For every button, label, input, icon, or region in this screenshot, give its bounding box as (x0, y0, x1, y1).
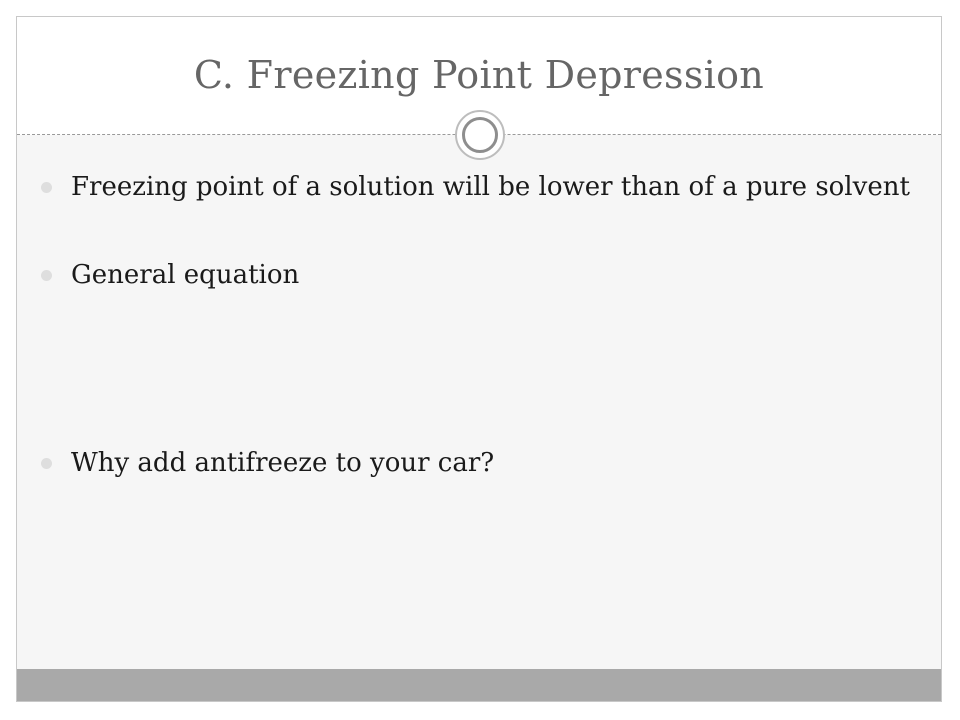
bullet-dot-icon (41, 458, 52, 469)
footer-bar (17, 669, 941, 701)
slide-content (17, 135, 941, 671)
bullet-item (41, 259, 921, 291)
bullet-item (41, 171, 921, 203)
bullet-dot-icon (41, 270, 52, 281)
slide (16, 16, 942, 702)
bullet-text: Freezing point of a solution will be lower than of a pure solvent (71, 172, 910, 202)
bullet-text: General equation (71, 260, 300, 290)
bullet-item (41, 447, 921, 479)
slide-title: C. Freezing Point Depression (193, 53, 765, 97)
bullet-dot-icon (41, 182, 52, 193)
bullet-text: Why add antifreeze to your car? (71, 448, 495, 478)
